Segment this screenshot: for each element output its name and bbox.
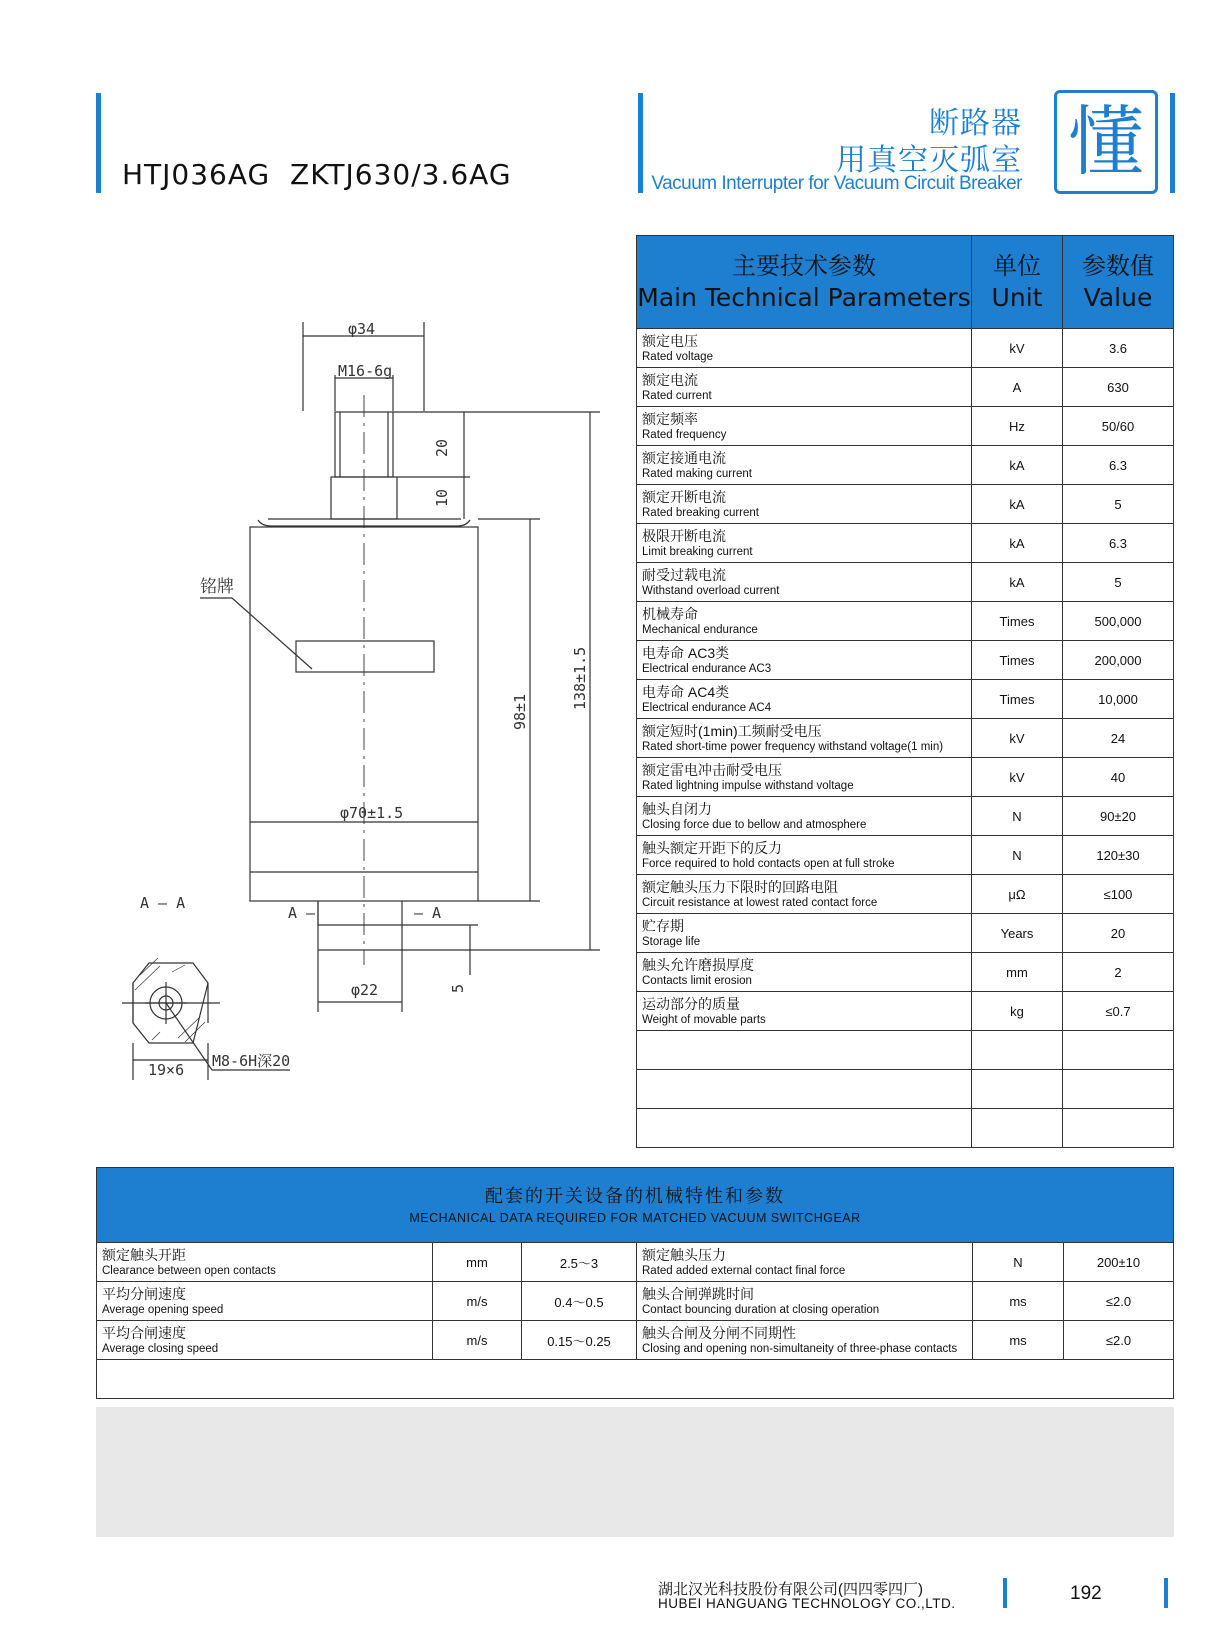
mech-right-name-cn: 额定触头压力 xyxy=(642,1246,726,1263)
mech-right-name-en: Contact bouncing duration at closing operation xyxy=(642,1303,880,1316)
section-label: A — A xyxy=(140,894,186,912)
parameter-name-cn: 机械寿命 xyxy=(642,605,698,622)
parameter-name-en: Rated short-time power frequency withstand voltage(1 min) xyxy=(642,740,944,753)
mech-empty-row xyxy=(97,1360,1174,1399)
parameter-value: 5 xyxy=(1063,563,1174,602)
parameter-name-cn: 额定电压 xyxy=(642,332,698,349)
parameter-name-cn: 触头允许磨损厚度 xyxy=(642,956,754,973)
mech-header-row xyxy=(97,1168,1174,1243)
mech-right-value: ≤2.0 xyxy=(1064,1282,1174,1321)
parameter-value: 10,000 xyxy=(1063,680,1174,719)
nameplate-rect xyxy=(296,641,434,672)
parameter-name-cn: 额定短时(1min)工频耐受电压 xyxy=(642,722,822,739)
mech-right-unit: ms xyxy=(973,1321,1064,1360)
mech-left-name-cn: 平均合闸速度 xyxy=(102,1324,186,1341)
parameter-value: 90±20 xyxy=(1063,797,1174,836)
footer-bar-left xyxy=(1003,1578,1007,1608)
mech-right-name xyxy=(637,1243,973,1282)
parameter-row xyxy=(637,719,1174,758)
mech-header xyxy=(97,1168,1174,1243)
parameter-name-en: Force required to hold contacts open at full stroke xyxy=(642,857,895,870)
parameter-unit: kV xyxy=(972,758,1063,797)
parameter-name-en: Closing force due to bellow and atmosphere xyxy=(642,818,867,831)
empty-cell xyxy=(972,1070,1063,1109)
mech-left-unit: m/s xyxy=(433,1282,522,1321)
parameter-value: 40 xyxy=(1063,758,1174,797)
grey-panel xyxy=(96,1407,1174,1537)
parameter-name xyxy=(637,680,972,719)
mech-left-value: 0.15～0.25 xyxy=(522,1321,637,1360)
mech-left-value: 2.5～3 xyxy=(522,1243,637,1282)
parameter-unit: Times xyxy=(972,641,1063,680)
empty-cell xyxy=(1063,1031,1174,1070)
parameter-name-cn: 触头额定开距下的反力 xyxy=(642,839,782,856)
parameter-row xyxy=(637,914,1174,953)
mech-row xyxy=(97,1243,1174,1282)
empty-cell xyxy=(1063,1070,1174,1109)
dim-dia22: φ22 xyxy=(351,981,379,999)
mech-left-name-cn: 平均分闸速度 xyxy=(102,1285,186,1302)
parameter-name xyxy=(637,446,972,485)
parameter-name xyxy=(637,875,972,914)
mechanical-data-table xyxy=(96,1167,1174,1399)
mech-title-en: MECHANICAL DATA REQUIRED FOR MATCHED VACUUM SWITCHGEAR xyxy=(409,1211,861,1225)
parameter-name-en: Rated voltage xyxy=(642,350,713,363)
header-value: 参数值 Value xyxy=(1063,236,1174,329)
mech-left-name-en: Clearance between open contacts xyxy=(102,1264,276,1277)
parameter-row xyxy=(637,407,1174,446)
parameter-row xyxy=(637,446,1174,485)
parameter-unit: μΩ xyxy=(972,875,1063,914)
parameter-row xyxy=(637,368,1174,407)
parameter-unit: kV xyxy=(972,719,1063,758)
mech-row xyxy=(97,1321,1174,1360)
parameter-name xyxy=(637,992,972,1031)
dim-thread: M16-6g xyxy=(338,362,393,380)
parameter-value: 500,000 xyxy=(1063,602,1174,641)
mech-row xyxy=(97,1282,1174,1321)
empty-row xyxy=(637,1109,1174,1148)
parameter-row xyxy=(637,680,1174,719)
parameter-name xyxy=(637,563,972,602)
dim-10: 10 xyxy=(433,488,451,507)
mech-right-name-en: Rated added external contact final force xyxy=(642,1264,846,1277)
parameter-name-en: Rated making current xyxy=(642,467,752,480)
empty-cell xyxy=(637,1031,972,1070)
parameter-row xyxy=(637,797,1174,836)
empty-row xyxy=(637,1031,1174,1070)
mech-right-name xyxy=(637,1321,973,1360)
parameter-row xyxy=(637,758,1174,797)
title-cn-line1: 断路器 xyxy=(929,106,1022,141)
mech-left-name xyxy=(97,1321,433,1360)
parameter-unit: kA xyxy=(972,485,1063,524)
parameter-unit: kg xyxy=(972,992,1063,1031)
parameter-row xyxy=(637,329,1174,368)
parameter-value: 120±30 xyxy=(1063,836,1174,875)
parameter-name-cn: 额定雷电冲击耐受电压 xyxy=(642,761,782,778)
parameter-value: 630 xyxy=(1063,368,1174,407)
parameter-name xyxy=(637,797,972,836)
technical-drawing xyxy=(0,0,640,1110)
title-en: Vacuum Interrupter for Vacuum Circuit Breaker xyxy=(651,173,1022,194)
parameter-name-en: Electrical endurance AC4 xyxy=(642,701,772,714)
mech-left-unit: m/s xyxy=(433,1321,522,1360)
parameter-name xyxy=(637,836,972,875)
parameter-name-cn: 额定接通电流 xyxy=(642,449,726,466)
parameter-value: 20 xyxy=(1063,914,1174,953)
parameter-unit: kA xyxy=(972,524,1063,563)
header-right-bar xyxy=(1170,93,1175,193)
parameter-row xyxy=(637,563,1174,602)
page-number: 192 xyxy=(1070,1583,1102,1604)
parameter-name-en: Rated current xyxy=(642,389,712,402)
mech-left-unit: mm xyxy=(433,1243,522,1282)
nameplate-label: 铭牌 xyxy=(200,577,234,597)
parameter-unit: kA xyxy=(972,563,1063,602)
parameter-unit: Times xyxy=(972,680,1063,719)
parameter-unit: kV xyxy=(972,329,1063,368)
empty-cell xyxy=(972,1031,1063,1070)
parameter-name-cn: 电寿命 AC3类 xyxy=(642,644,730,661)
model-title: HTJ036AG ZKTJ630/3.6AG xyxy=(122,158,512,191)
parameter-name xyxy=(637,641,972,680)
mech-right-name-cn: 触头合闸及分闸不同期性 xyxy=(642,1324,796,1341)
mech-left-name-cn: 额定触头开距 xyxy=(102,1246,186,1263)
footer-company-cn: 湖北汉光科技股份有限公司(四四零四厂) xyxy=(658,1581,923,1598)
parameter-value: 200,000 xyxy=(1063,641,1174,680)
parameter-name-cn: 运动部分的质量 xyxy=(642,995,740,1012)
mech-left-name-en: Average closing speed xyxy=(102,1342,219,1355)
parameter-value: 50/60 xyxy=(1063,407,1174,446)
mech-left-value: 0.4～0.5 xyxy=(522,1282,637,1321)
parameter-name xyxy=(637,368,972,407)
mech-right-unit: N xyxy=(973,1243,1064,1282)
dim-138: 138±1.5 xyxy=(571,646,589,710)
parameter-name-cn: 额定开断电流 xyxy=(642,488,726,505)
dim-dia70: φ70±1.5 xyxy=(340,804,404,822)
parameter-name xyxy=(637,914,972,953)
parameter-row xyxy=(637,641,1174,680)
parameter-row xyxy=(637,602,1174,641)
parameter-unit: A xyxy=(972,368,1063,407)
parameter-name-cn: 极限开断电流 xyxy=(642,527,726,544)
parameter-name-en: Rated lightning impulse withstand voltage xyxy=(642,779,854,792)
parameter-unit: kA xyxy=(972,446,1063,485)
parameter-name-en: Rated frequency xyxy=(642,428,727,441)
logo xyxy=(1054,90,1158,194)
dim-m8: M8-6H深20 xyxy=(212,1052,291,1070)
empty-row xyxy=(637,1070,1174,1109)
parameter-unit: N xyxy=(972,836,1063,875)
logo-glyph: 懂 xyxy=(1068,97,1144,186)
parameter-value: 2 xyxy=(1063,953,1174,992)
parameter-unit: N xyxy=(972,797,1063,836)
parameter-name xyxy=(637,719,972,758)
dim-20: 20 xyxy=(433,438,451,457)
dim-19x6: 19×6 xyxy=(148,1061,185,1079)
parameter-name xyxy=(637,953,972,992)
parameter-name xyxy=(637,524,972,563)
parameter-row xyxy=(637,524,1174,563)
parameter-name-cn: 耐受过载电流 xyxy=(642,566,726,583)
mech-title-cn: 配套的开关设备的机械特性和参数 xyxy=(485,1186,785,1207)
header-unit: 单位 Unit xyxy=(972,236,1063,329)
parameter-name-en: Storage life xyxy=(642,935,701,948)
parameter-value: 6.3 xyxy=(1063,446,1174,485)
parameter-name-en: Rated breaking current xyxy=(642,506,759,519)
parameter-name xyxy=(637,485,972,524)
parameter-name-en: Withstand overload current xyxy=(642,584,780,597)
mech-left-name xyxy=(97,1243,433,1282)
parameter-name-cn: 额定触头压力下限时的回路电阻 xyxy=(642,878,838,895)
parameter-name-en: Circuit resistance at lowest rated contact force xyxy=(642,896,878,909)
mech-right-value: 200±10 xyxy=(1064,1243,1174,1282)
mech-right-name xyxy=(637,1282,973,1321)
parameter-row xyxy=(637,953,1174,992)
parameter-unit: Years xyxy=(972,914,1063,953)
mech-right-name-cn: 触头合闸弹跳时间 xyxy=(642,1285,754,1302)
parameter-value: 6.3 xyxy=(1063,524,1174,563)
mech-right-name-en: Closing and opening non-simultaneity of three-phase contacts xyxy=(642,1342,958,1355)
parameters-table xyxy=(636,235,1174,1148)
parameter-row xyxy=(637,836,1174,875)
mech-left-name-en: Average opening speed xyxy=(102,1303,224,1316)
parameter-name-cn: 贮存期 xyxy=(642,917,684,934)
parameter-name xyxy=(637,758,972,797)
empty-cell xyxy=(637,1070,972,1109)
parameter-row xyxy=(637,992,1174,1031)
parameter-unit: mm xyxy=(972,953,1063,992)
parameter-name-en: Limit breaking current xyxy=(642,545,753,558)
footer-company-en: HUBEI HANGUANG TECHNOLOGY CO.,LTD. xyxy=(658,1596,956,1611)
parameter-name xyxy=(637,407,972,446)
parameters-header-row xyxy=(637,236,1174,329)
title-cn-line2: 用真空灭弧室 xyxy=(836,143,1022,178)
parameter-name-en: Weight of movable parts xyxy=(642,1013,766,1026)
empty-cell xyxy=(97,1360,1174,1399)
empty-cell xyxy=(972,1109,1063,1148)
header-parameter: 主要技术参数 Main Technical Parameters xyxy=(637,236,972,329)
dim-98: 98±1 xyxy=(511,693,529,730)
footer-bar-right xyxy=(1164,1578,1168,1608)
parameter-value: 24 xyxy=(1063,719,1174,758)
parameter-row xyxy=(637,875,1174,914)
parameter-name-cn: 触头自闭力 xyxy=(642,800,712,817)
parameter-unit: Hz xyxy=(972,407,1063,446)
parameter-name xyxy=(637,329,972,368)
parameter-value: ≤100 xyxy=(1063,875,1174,914)
mech-right-value: ≤2.0 xyxy=(1064,1321,1174,1360)
parameter-name xyxy=(637,602,972,641)
dim-5: 5 xyxy=(449,983,467,993)
parameter-name-en: Contacts limit erosion xyxy=(642,974,752,987)
section-marker-right: — A xyxy=(414,904,442,922)
parameter-name-cn: 额定频率 xyxy=(642,410,698,427)
mech-right-unit: ms xyxy=(973,1282,1064,1321)
parameter-name-en: Mechanical endurance xyxy=(642,623,758,636)
parameter-name-en: Electrical endurance AC3 xyxy=(642,662,772,675)
empty-cell xyxy=(1063,1109,1174,1148)
parameter-name-cn: 电寿命 AC4类 xyxy=(642,683,730,700)
parameter-unit: Times xyxy=(972,602,1063,641)
parameter-row xyxy=(637,485,1174,524)
section-marker-left: A — xyxy=(288,904,316,922)
parameter-value: ≤0.7 xyxy=(1063,992,1174,1031)
parameter-value: 3.6 xyxy=(1063,329,1174,368)
mech-left-name xyxy=(97,1282,433,1321)
parameter-name-cn: 额定电流 xyxy=(642,371,698,388)
dim-dia34: φ34 xyxy=(348,320,376,338)
empty-cell xyxy=(637,1109,972,1148)
parameter-value: 5 xyxy=(1063,485,1174,524)
